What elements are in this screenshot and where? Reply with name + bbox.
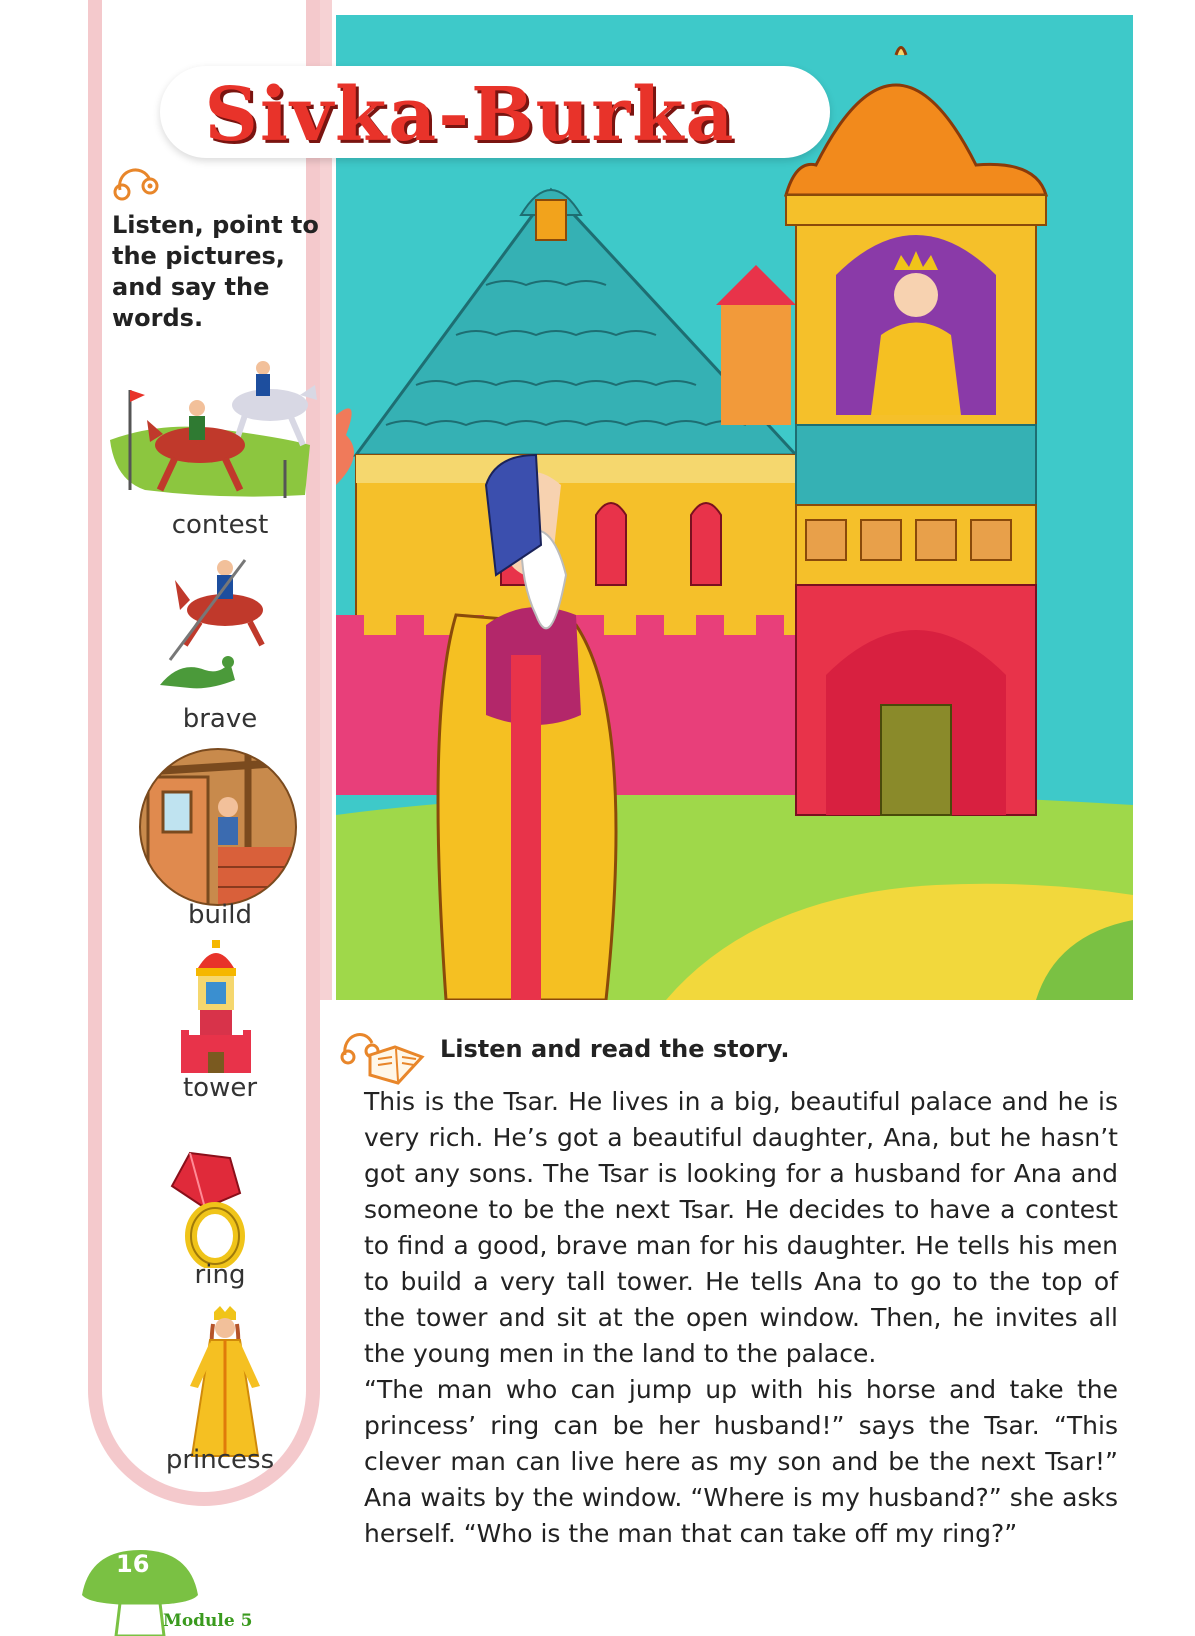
builder-picture bbox=[138, 747, 298, 907]
story-paragraph: This is the Tsar. He lives in a big, beautiful palace and he is very rich. He’s got a beautiful daughter, Ana, but he hasn’t got any sons. The Tsar is looking for a husband for Ana and someone to be the next Tsar. He decides to have a contest to find a good, brave man for his daughter. He tells his men to build a very tall tower. He tells Ana to go to the top of the tower and sit at the open window. Then, he invites all the young men in the land to the palace. bbox=[364, 1087, 1118, 1368]
story-instruction: Listen and read the story. bbox=[440, 1035, 790, 1063]
vocabulary-instruction: Listen, point to the pictures, and say the words. bbox=[112, 211, 319, 332]
page-number: 16 bbox=[116, 1550, 150, 1578]
vocab-word-brave: brave bbox=[182, 704, 258, 734]
page-title: Sivka-Burka bbox=[204, 72, 736, 158]
story-paragraph: “The man who can jump up with his horse and take the princess’ ring can be her husband!” says the Tsar. “This clever man can live here as my son and be the next Tsar!” Ana waits by the window. “Where is my husband?” she asks herself. “Who is the man that can take off my ring?” bbox=[364, 1375, 1118, 1548]
vocab-word-princess: princess bbox=[165, 1445, 275, 1475]
story-illustration bbox=[336, 15, 1133, 1000]
tower-picture bbox=[176, 940, 256, 1075]
module-label: Module 5 bbox=[163, 1611, 253, 1631]
vocab-word-ring: ring bbox=[194, 1260, 246, 1290]
vocab-word-tower: tower bbox=[182, 1073, 258, 1103]
ring-picture bbox=[160, 1148, 260, 1268]
headphones-icon bbox=[112, 160, 162, 204]
listen-and-read-icon bbox=[340, 1025, 430, 1085]
story-text bbox=[364, 1084, 1118, 1552]
vocab-word-build: build bbox=[188, 900, 252, 930]
knight-dragon-picture bbox=[150, 550, 280, 700]
horse-race-picture bbox=[105, 350, 325, 500]
vocab-word-contest: contest bbox=[171, 510, 269, 540]
princess-picture bbox=[180, 1306, 270, 1461]
